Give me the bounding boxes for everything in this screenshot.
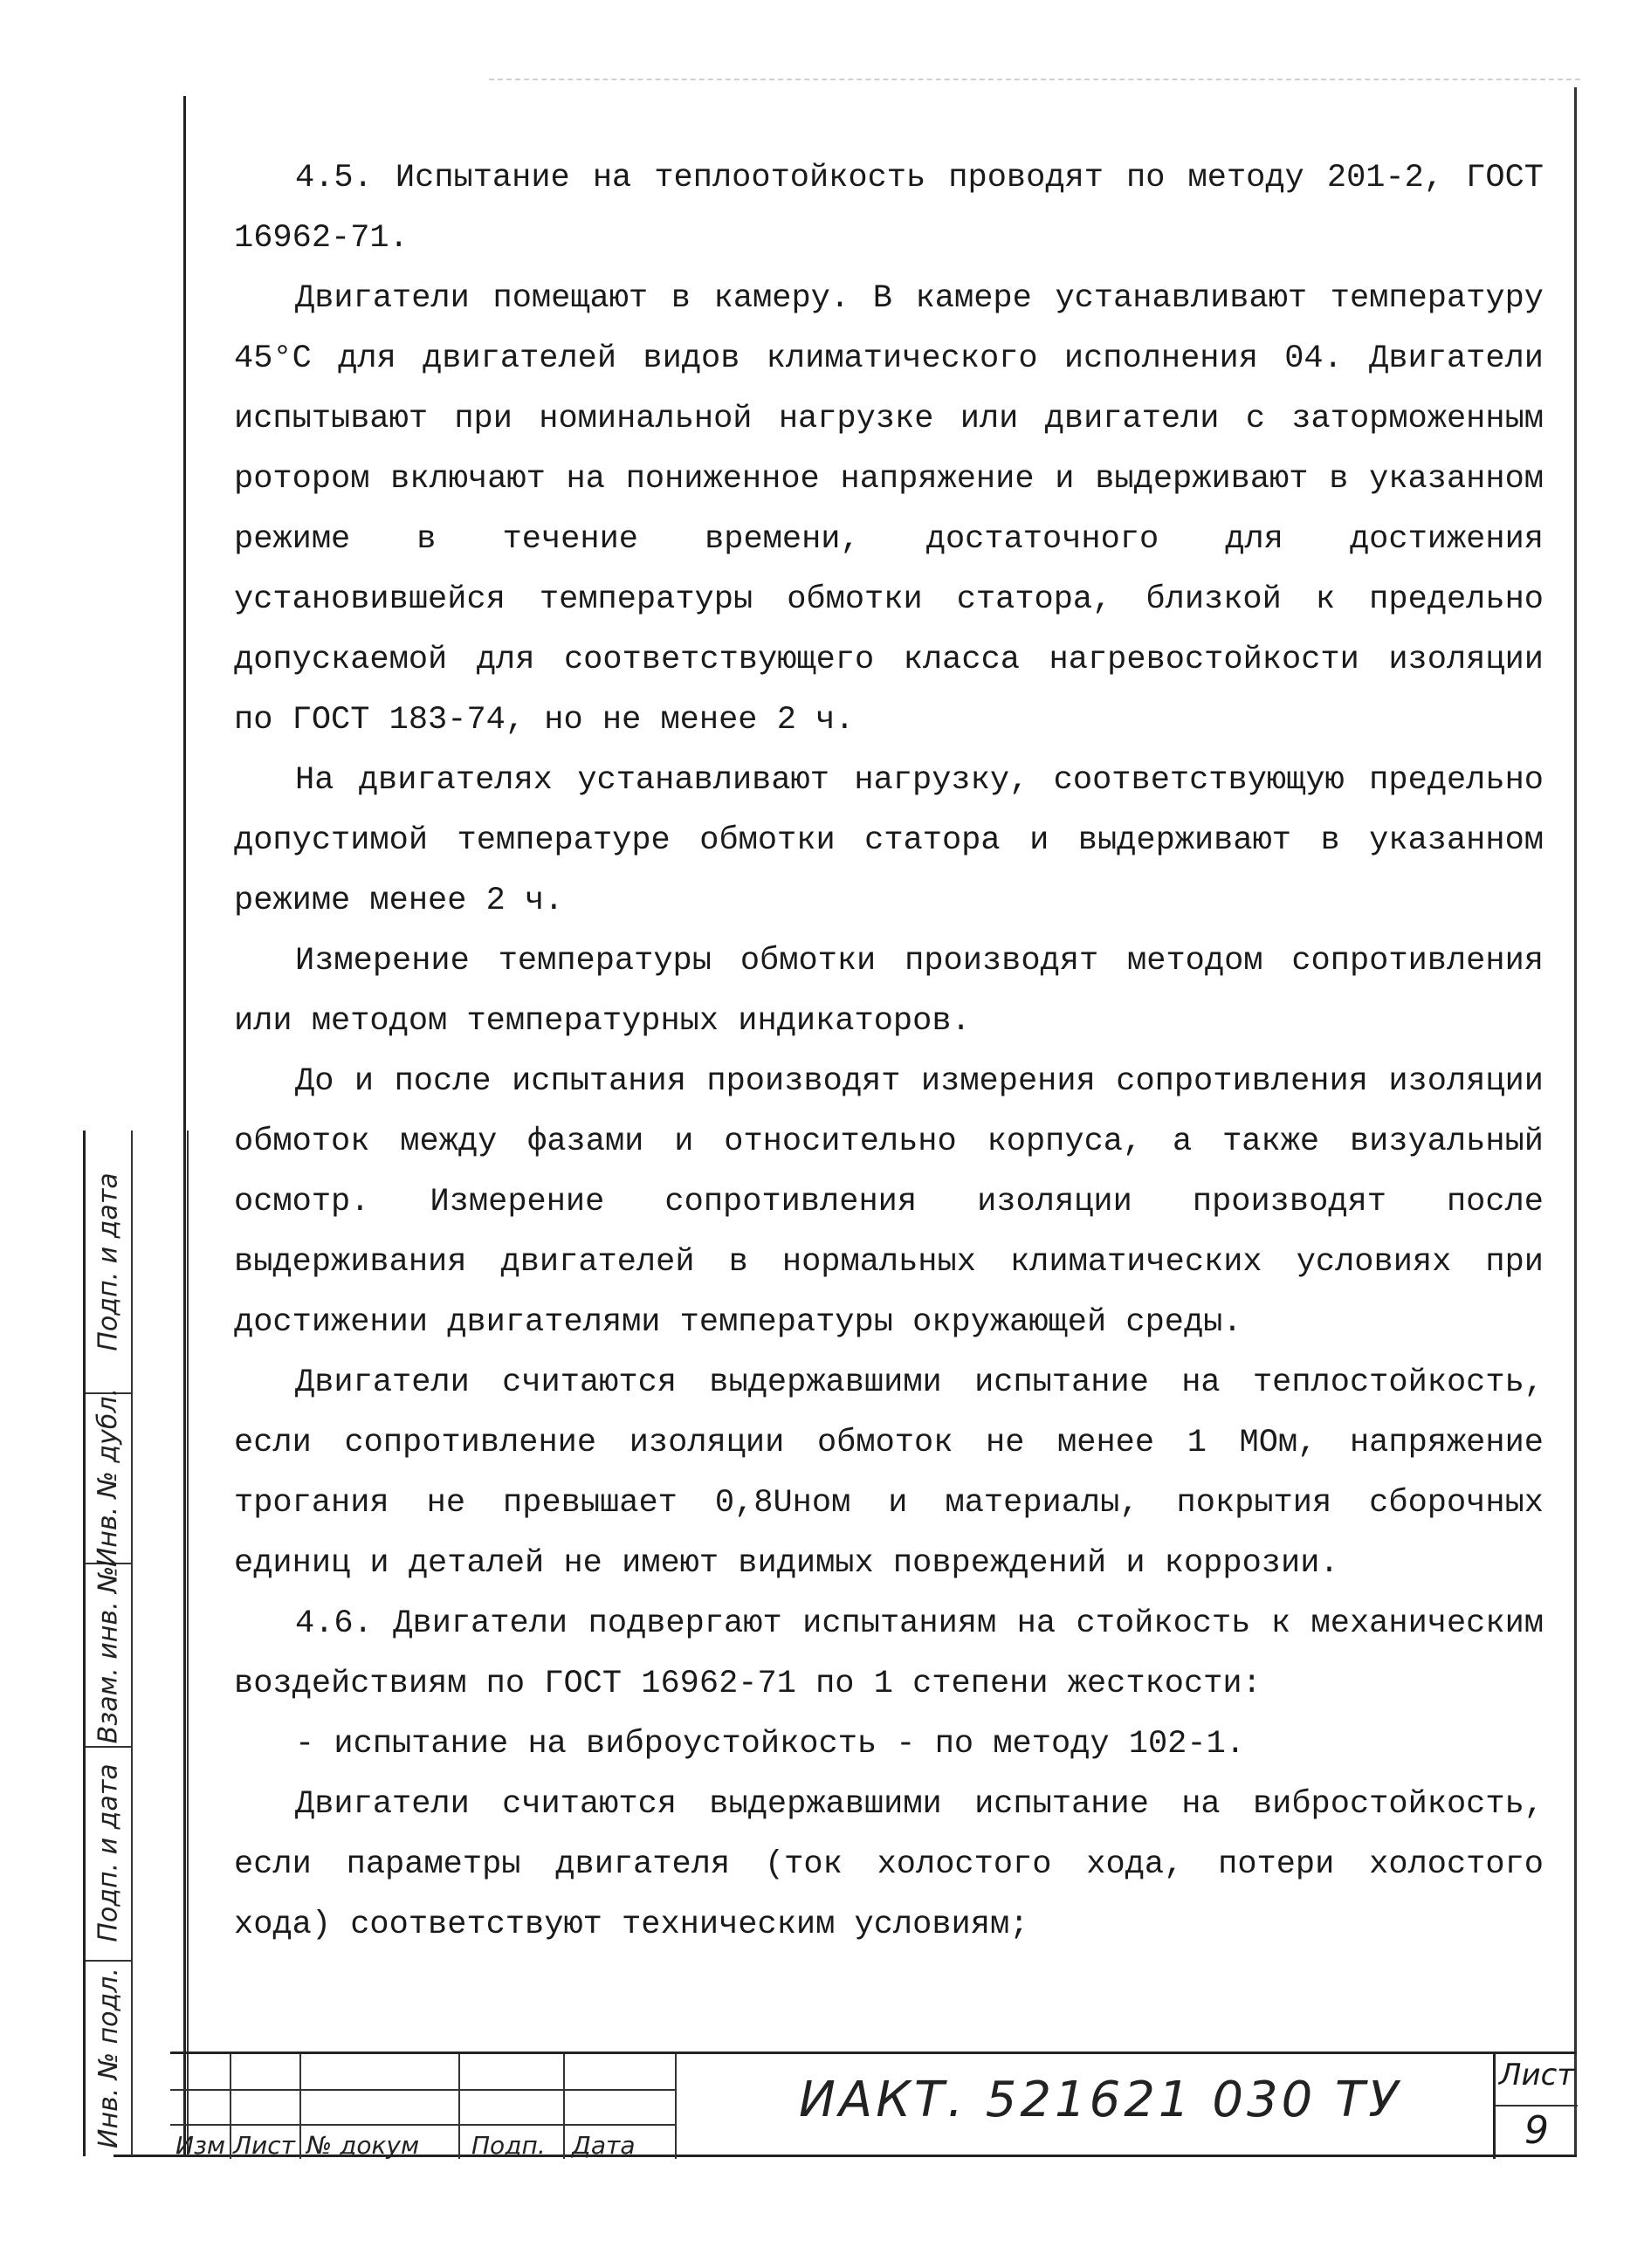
grid-line (299, 2054, 301, 2159)
scan-artifact (489, 79, 1580, 93)
sheet-box (1493, 2054, 1578, 2159)
paragraph-load: На двигателях устанавливают нагрузку, соответствующую предельно допустимой температуре обмотки статора и выдерживают в указанном режиме менее 2 ч. (234, 762, 1544, 919)
paragraph-chamber-test: Двигатели помещают в камеру. В камере устанавливают температуру 45°С для двигателей видов климатического исполнения 04. Двигатели испытывают при номинальной нагрузке или двигатели с заторможенным ротором включают на пониженное напряжение и выдерживают в указанном режиме в течение времени, достаточного для достижения установившейся температуры обмотки статора, близкой к предельно допускаемой для соответствующего класса нагревостойкости изоляции по ГОСТ 183-74, но не менее 2 ч. (234, 280, 1544, 739)
side-label-replace-inv: Взам. инв. № (93, 1565, 124, 1743)
document-body (234, 148, 1544, 1955)
grid-line (563, 2054, 565, 2159)
grid-line (170, 2089, 677, 2091)
side-label-dup-inv: Инв. № дубл. (93, 1387, 124, 1568)
paragraph-4-6: 4.6. Двигатели подвергают испытаниям на стойкость к механическим воздействиям по ГОСТ 16962-71 по 1 степени жесткости: (234, 1605, 1544, 1702)
caption-change: Изм (175, 2131, 225, 2160)
paragraph-vibration-result: Двигатели считаются выдержавшими испытание на вибростойкость, если параметры двигателя (ток холостого хода, потери холостого хода) соответствуют техническим условиям; (234, 1786, 1544, 1943)
title-block (170, 2052, 1577, 2159)
sheet-label: Лист (1498, 2058, 1575, 2093)
grid-line (230, 2054, 231, 2159)
frame-right-border (1574, 87, 1577, 2156)
side-label-sign-date-1: Подп. и дата (93, 1172, 124, 1351)
side-stamp (83, 1131, 189, 2156)
side-stamp-value-column (131, 1131, 189, 2156)
caption-date: Дата (572, 2131, 636, 2160)
caption-doc-number: № докум (306, 2131, 420, 2160)
paragraph-heat-result: Двигатели считаются выдержавшими испытание на теплостойкость, если сопротивление изоляции обмоток не менее 1 МОм, напряжение трогания не превышает 0,8Uном и материалы, покрытия сборочных единиц и деталей не имеют видимых повреждений и коррозии. (234, 1364, 1544, 1582)
side-label-sign-date-2: Подп. и дата (93, 1763, 124, 1942)
paragraph-measurement: Измерение температуры обмотки производят методом сопротивления или методом температурных индикаторов. (234, 943, 1544, 1040)
paragraph-4-5: 4.5. Испытание на теплоотойкость проводят по методу 201-2, ГОСТ 16962-71. (234, 160, 1544, 257)
sheet-number: 9 (1524, 2108, 1549, 2153)
revision-grid (170, 2054, 677, 2159)
paragraph-insulation: До и после испытания производят измерения сопротивления изоляции обмоток между фазами и относительно корпуса, а также визуальный осмотр. Измерение сопротивления изоляции производят после выдерживания двигателей в нормальных климатических условиях при достижении двигателями температуры окружающей среды. (234, 1063, 1544, 1341)
sheet-divider (1496, 2105, 1578, 2106)
side-label-orig-inv: Инв. № подл. (93, 1968, 124, 2148)
document-code: ИАКТ. 521621 030 ТУ (799, 2072, 1402, 2128)
grid-line (675, 2054, 677, 2159)
caption-signature: Подп. (471, 2131, 546, 2160)
paragraph-vibration-method: - испытание на виброустойкость - по методу 102-1. (295, 1726, 1245, 1763)
grid-line (170, 2124, 677, 2126)
caption-sheet: Лист (233, 2131, 295, 2160)
grid-line (458, 2054, 460, 2159)
